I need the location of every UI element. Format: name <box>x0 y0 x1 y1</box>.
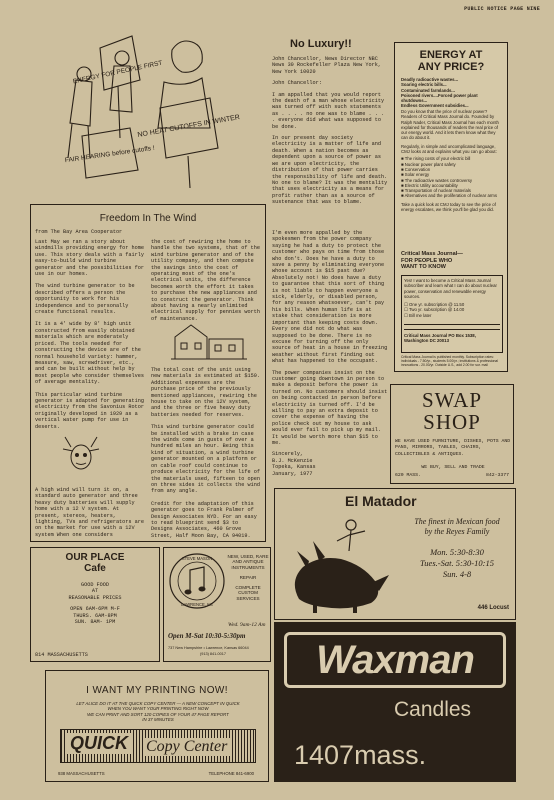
right-sign-text: NO HEAT CUTOFFS IN WINTER <box>136 114 241 139</box>
topic-text: The radioactive wastes controversy <box>404 177 473 183</box>
el-matador-ad <box>274 488 516 620</box>
service-line: AND ANTIQUE <box>232 559 264 565</box>
hazard-line: Soaring electric bills... <box>401 82 447 88</box>
swap-shop-phone: 842-3377 <box>485 473 509 478</box>
topic-text: Electric Utility accountability <box>404 182 458 188</box>
music-store-wed-hours: Wed. 9am-12 Am <box>228 622 266 628</box>
topic-item: ■ Conservation <box>401 166 431 172</box>
article-column-2 <box>151 239 263 322</box>
coupon-address-line[interactable] <box>404 325 500 330</box>
paragraph: It is a 4' wide by 8' high unit constructed from easily obtained materials which are moderately priced. The tools needed for constructing the device are of the normal household variety: hammer, measure, saw, screwdriver, etc., and can be built without help by most people who consider themselves of average mentality. <box>35 321 144 386</box>
coupon-mailing-address: Critical Mass Journal PO Box 1538, Washington DC 20013 <box>404 333 476 344</box>
service-line: REPAIR <box>239 574 257 580</box>
energy-fine-print: Critical Mass Journal is published monthly. Subscription rates: individuals - 7.50/yr., students 5.00/yr.; institutions & professional innovations - 20.00/yr. Outside U.S., add 2.00 for sur. mail <box>401 355 499 368</box>
paragraph: The total cost of the unit using new materials is estimated at $150. Additional expenses are the purchase price of the previously mentioned appliances, rewiring the house to take on the 12V system, and the three or five heavy duty batteries needed for reserves. <box>151 367 260 418</box>
letter-salutation: John Chancellor: <box>272 80 322 87</box>
paragraph: Regularly, in simple and uncomplicated language, CMJ looks at and explains what you can go about: <box>401 143 497 155</box>
topic-text: Alternatives and the proliferation of nuclear arms <box>404 193 497 199</box>
waxman-logo: Waxman <box>284 632 506 688</box>
service-line: NEW, USED, RARE <box>227 554 269 559</box>
topic-item: ■ Nuclear power plant safety <box>401 161 456 167</box>
paragraph: Take a quick look at CMJ today to see the price of energy escalates, we think you'll be glad you did. <box>401 201 496 213</box>
paragraph: Do you know that the price of nuclear power? Readers of Critical Mass Journal do. Founded by Ralph Nader, Critical Mass Journal has each month explained for thousands of readers the real price of our energy world. And it lets them know what they can do about it. <box>401 109 499 141</box>
our-place-address: 814 MASSACHUSETTS <box>35 652 88 658</box>
logo-word-quick: QUICK <box>67 733 131 754</box>
topic-text: Transportation of nuclear materials <box>404 188 471 194</box>
letter-address: John Chancellor, News Director NBC News 30 Rockefeller Plaza New York, New York 10020 <box>272 56 381 75</box>
service-line: COMPLETE <box>235 585 261 591</box>
paragraph: I am appalled that you would report the death of a man whose electricity was turned off with such statements as . . . . no one was to blame . . . . everyone did what was supposed to be done. <box>272 91 385 130</box>
cta-line: FOR PEOPLE WHO <box>401 257 453 264</box>
letter-author: B.J. McKenzie <box>272 457 313 464</box>
waxman-address: 1407mass. <box>294 740 427 770</box>
detail-line: GOOD FOOD <box>80 582 110 588</box>
tagline-line: The finest in Mexican food <box>414 517 500 526</box>
article-byline: from The Bay Area Cooperator <box>35 229 123 235</box>
music-store-services <box>226 554 270 601</box>
paragraph: A high wind will turn it on, a standard auto generator and three heavy duty batteries will supply home with a 12 V system. At present, stereos, heaters, lighting, TVs and refrigerators are on the market for use with a 12V system When one considers <box>35 487 144 538</box>
coupon-option[interactable]: ☐ Bill me later <box>404 312 432 318</box>
letter-to-editor <box>272 56 388 206</box>
coupon-option[interactable]: ☐ Two yr. subscription @ 14.00 <box>404 307 465 313</box>
topic-item: ■ Electric Utility accountability <box>401 182 458 188</box>
article-column-1 <box>35 239 145 430</box>
quick-copy-body <box>50 701 266 722</box>
paragraph: This wind turbine generator could be installed with a brake in case the winds come in gusts of over a hundred miles an hour. Being this kind of situation, a wind turbine generator mounted on a platform or on cable roof could continue to produce electricity for the life of the materials used, fifteen to open on three sides it collects the wind from any angle. <box>151 424 260 495</box>
quick-copy-headline: I WANT MY PRINTING NOW! <box>86 685 228 696</box>
freedom-in-the-wind-article <box>30 204 266 542</box>
waxman-candles-ad <box>274 622 516 782</box>
hazard-line: Deadly radioactive wastes... <box>401 77 459 82</box>
waxman-candles-label: Candles <box>394 698 472 721</box>
our-place-cafe-ad <box>30 547 160 662</box>
el-matador-title: El Matador <box>345 493 417 509</box>
critical-mass-journal-ad <box>394 42 508 372</box>
energy-title-line: ENERGY AT <box>419 49 483 61</box>
paragraph: The wind turbine generator to be described offers a person the opportunity to work for his independence and to personally create functional results. <box>35 283 135 316</box>
music-store-address: 737 New Hampshire • Lawrence, Kansas 66044 <box>168 646 249 650</box>
hours-line: Mon. 5:30-8:30 <box>430 547 484 557</box>
coupon-text: Yes! I want to become a Critical Mass Journal subscriber and learn what I can do about nuclear power, conservation and renewable energy sources. <box>404 278 497 299</box>
seal-bottom-text: LAWRENCE, KS <box>181 602 213 607</box>
energy-ad-title <box>395 49 507 73</box>
hours-line: Tues.-Sat. 5:30-10:15 <box>420 558 494 568</box>
cta-line: WANT TO KNOW <box>401 264 446 271</box>
detail-line: SUN. 8AM- 1PM <box>74 619 116 626</box>
music-store-ad <box>163 547 271 662</box>
paragraph: I'm even more appalled by the spokesmen from the power company saying he had a duty to protect the customer who pays on time from those who don't. Does he have a duty to save a penny by eliminating everyone whose account is $15 past due? Absolutely not! No does have a duty to guarantee that this sort of thing is not liable to happen everyone a sick, elderly, or disabled person, for any reason whatsoever, can't pay his bills. When human life is at stake that consideration is more important than keeping costs down. Every one did not do what was supposed to be done. There is no excuse for turning off the only source of heat in a house in freezing weather without first finding out what has happened to the occupant. <box>272 230 388 365</box>
left-sign-text: ENERGY FOR PEOPLE FIRST <box>72 59 164 86</box>
quick-copy-address: 938 MASSACHUSETTS <box>58 771 105 776</box>
swap-shop-title <box>391 389 513 433</box>
paragraph: This particular wind turbine generator is adapted for generating electricity from the Savonius Rotor originally developed in 1929 as a vertical water pump for use in deserts. <box>35 391 144 430</box>
protest-cartoon <box>60 28 260 198</box>
swap-title-line: SWAP <box>421 388 483 412</box>
detail-line: AT <box>91 588 99 595</box>
store-seal-logo <box>168 552 226 610</box>
house-illustration <box>169 321 249 361</box>
el-matador-tagline <box>401 517 513 537</box>
article-column-1-end <box>35 487 145 538</box>
swap-shop-ad <box>390 384 514 484</box>
article-title: Freedom In The Wind <box>99 213 197 224</box>
body-line: WE CAN PRINT AND SORT 120 COPIES OF YOUR 47 PAGE REPORT <box>87 711 229 717</box>
energy-cta <box>401 251 503 271</box>
windmill-creature-illustration <box>61 435 101 475</box>
our-place-details <box>31 582 159 625</box>
paragraph: Credit for the adaptation of this generator goes to Frank Palmer of Design Associates NYD. For an easy to read blueprint send $3 to Designs Associates, 460 Grove Street, Half Moon Bay, CA 94019. <box>151 500 257 539</box>
coupon-option[interactable]: ☐ One yr. subscription @ 11.50 <box>404 302 465 308</box>
paragraph: Last May we ran a story about windmills providing energy for home use. This story deals with a fairly easy-to-build wind turbine generator and the possibilities for use in our homes. <box>35 239 144 278</box>
hazard-line: Endless Government subsidies... <box>401 103 469 109</box>
letter-continued <box>272 230 388 477</box>
el-matador-address: 446 Locust <box>477 605 509 611</box>
subscription-coupon <box>401 275 503 353</box>
swap-shop-body: WE HAVE USED FURNITURE, DISHES, POTS AND PANS, MIRRORS, TABLES, CHAIRS, COLLECTIBLES & ANTIQUES. <box>395 439 511 457</box>
topic-text: The rising costs of your electric bill <box>404 156 471 162</box>
letter-date: January, 1977 <box>272 470 313 477</box>
our-place-title <box>31 552 159 574</box>
hazard-line: Contaminated farmlands... <box>401 87 455 93</box>
energy-hazards-list <box>401 77 503 109</box>
body-line: WHEN YOU WANT YOUR PRINTING RIGHT NOW <box>107 706 209 712</box>
paragraph: In our present day society electricity is a matter of life and death. When a nation becomes as dependent upon a source of power as we are upon electricity, the distribution of that power carries the responsibility of life and death. No one to blame? It was the mentality that uses electricity as a means for profit rather than as a source of sustenance that was to blame. <box>272 135 388 206</box>
topic-item: ■ Alternatives and the proliferation of nuclear arms <box>401 193 497 199</box>
detail-line: REASONABLE PRICES <box>68 594 122 601</box>
topic-text: Solar energy <box>404 172 430 178</box>
swap-shop-address: 620 MASS. <box>395 473 421 478</box>
topic-text: Conservation <box>404 166 431 172</box>
paragraph: The power companies insist on the customer going downtown in person to make a deposit before the power is turned on. No customers should insist on being contacted in person before electricity is turned off. I'd be willing to pay an extra deposit to cover the expense of having the police check out my house to ask would ever fail to pick up my mail. It would be worth more than $15 to me. <box>272 369 388 446</box>
hours-line: Sun. 4-8 <box>442 569 472 579</box>
protest-cartoon-drawing <box>60 28 260 198</box>
quick-copy-logo <box>60 729 256 763</box>
quick-copy-center-ad <box>45 670 269 782</box>
swap-title-line: SHOP <box>423 410 481 434</box>
letter-title: No Luxury!! <box>290 38 352 50</box>
topic-item: ■ Transportation of nuclear materials <box>401 188 471 194</box>
page-header-label: PUBLIC NOTICE PAGE NINE <box>464 6 540 12</box>
detail-line: THURS. 6AM-8PM <box>73 612 117 619</box>
topic-item: ■ The radioactive wastes controversy <box>401 177 473 183</box>
article-column-2b <box>151 367 263 539</box>
energy-title-line: ANY PRICE? <box>417 61 485 73</box>
quick-copy-phone: TELEPHONE 841-6900 <box>208 771 254 776</box>
energy-body <box>401 109 503 212</box>
letter-signoff: Sincerely, <box>272 451 304 458</box>
title-line: OUR PLACE <box>65 552 125 563</box>
logo-word-copy-center: Copy Center <box>143 738 230 756</box>
service-line: CUSTOM SERVICES <box>236 590 260 601</box>
detail-line: OPEN 6AM-6PM M-F <box>70 606 120 613</box>
swap-shop-tagline: WE BUY, SELL AND TRADE <box>421 465 485 470</box>
title-line: Cafe <box>84 563 106 574</box>
service-line: INSTRUMENTS <box>231 564 265 570</box>
cta-line: Critical Mass Journal— <box>401 251 463 257</box>
body-line: LET ALICE DO IT AT THE QUICK COPY CENTER — A NEW CONCEPT IN QUICK <box>76 701 240 706</box>
bullfighter-illustration <box>279 511 397 615</box>
body-line: IN 37 MINUTES <box>142 716 174 722</box>
topic-text: Nuclear power plant safety <box>404 161 456 167</box>
seal-top-text: STEVE MASON <box>181 556 213 561</box>
coupon-option-label: One yr. subscription @ 11.50 <box>409 302 465 308</box>
paragraph: the cost of rewiring the home to handle the two systems, that of the wind turbine generator and of the utility company, and then compute the savings into the cost of operating most of the one's electrical units, the difference becomes worth the effort it takes to purchase the new appliances and to construct the generator. Think about having a nearly unlimited electrical supply for pennies worth of maintenance. <box>151 239 260 322</box>
coupon-option-label: Bill me later <box>409 312 432 318</box>
letter-city: Topeka, Kansas <box>272 464 316 471</box>
energy-topics-list <box>401 156 503 198</box>
topic-item: ■ The rising costs of your electric bill <box>401 156 471 162</box>
topic-item: ■ Solar energy <box>401 172 430 178</box>
el-matador-hours <box>401 547 513 580</box>
bottom-sign-text: FAIR HEARING before cutoffs ! <box>64 144 156 165</box>
coupon-option-label: Two yr. subscription @ 14.00 <box>408 307 465 313</box>
hazard-line: Poisoned rivers....Forced power plant shutdowns... <box>401 92 478 104</box>
music-store-phone: (913) 841-0017 <box>200 652 226 656</box>
music-store-hours: Open M-Sat 10:30-5:30pm <box>168 632 246 640</box>
tagline-line: by the Reyes Family <box>424 527 490 536</box>
